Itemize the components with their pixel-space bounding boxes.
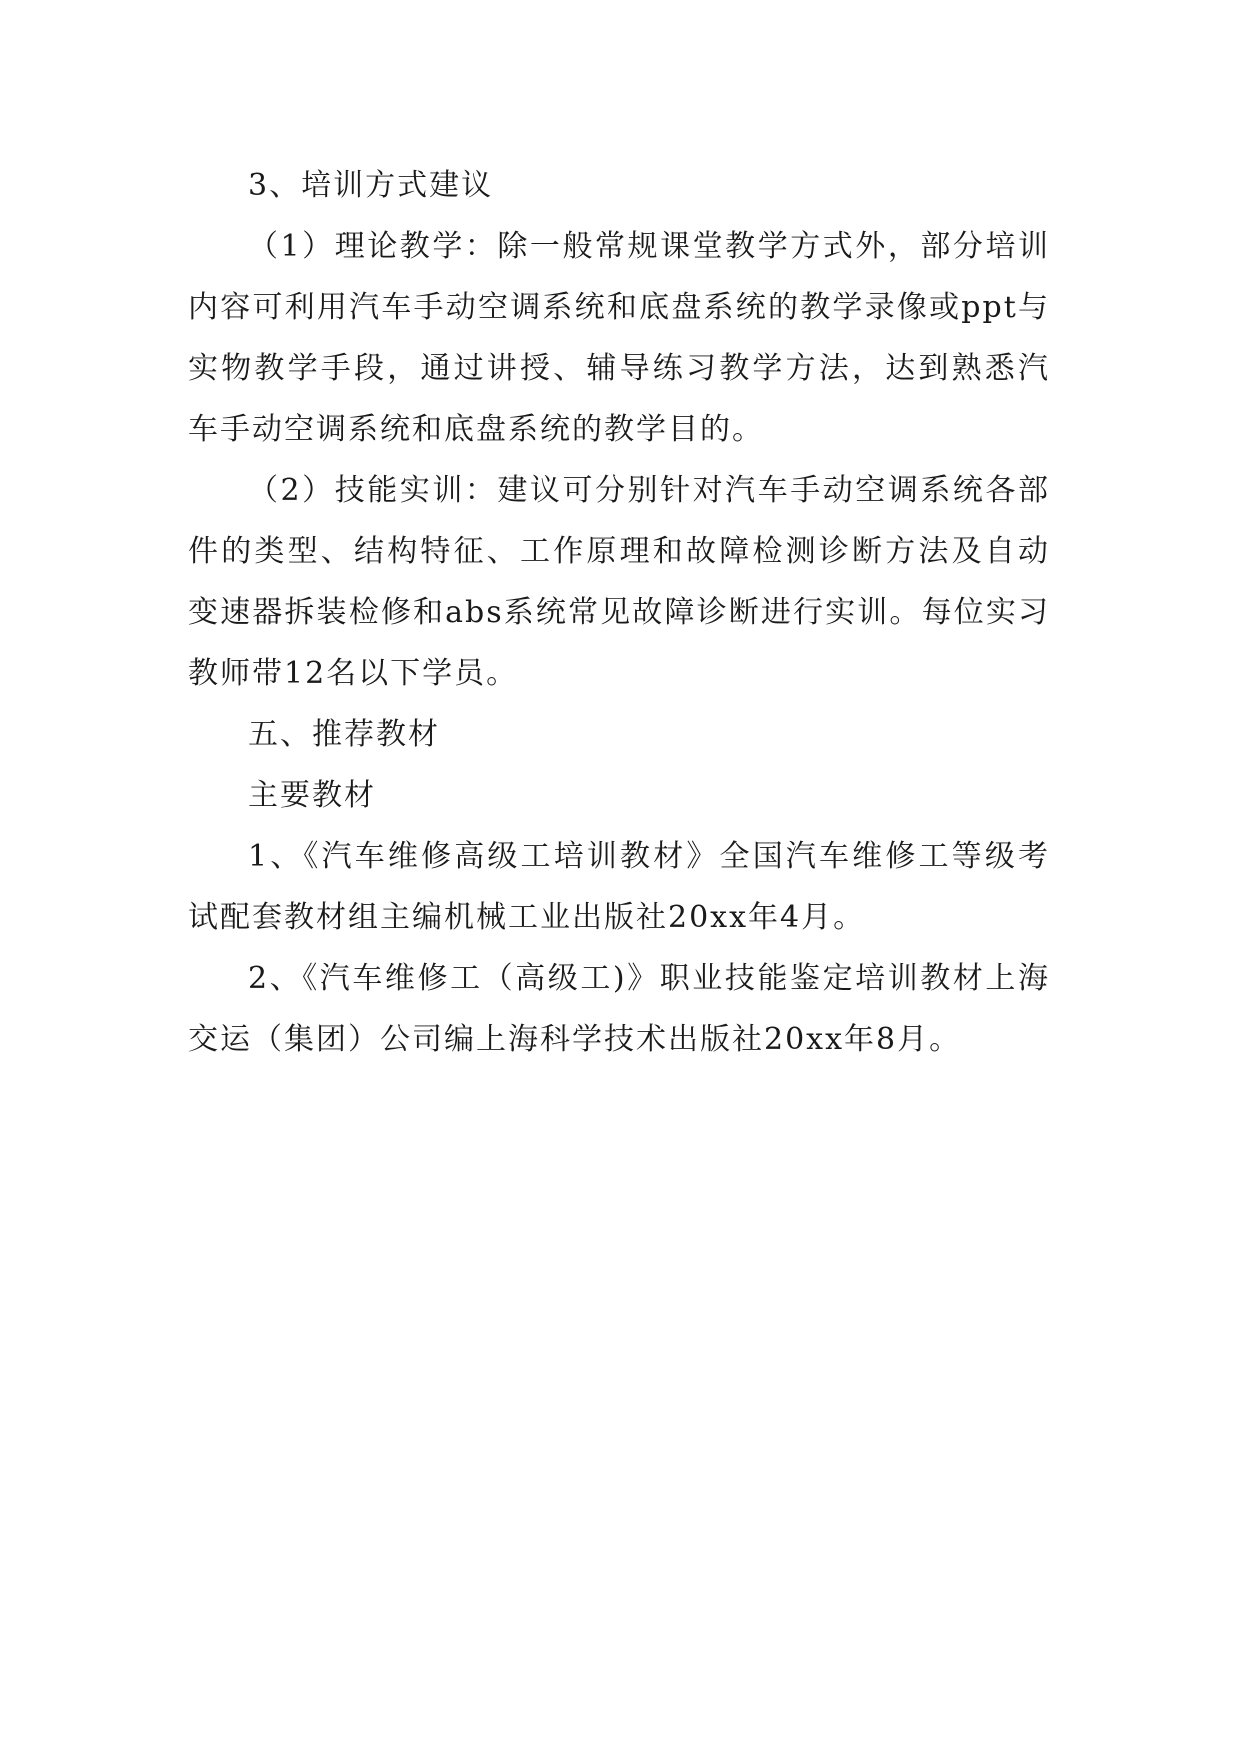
textbook-item-1: 1、《汽车维修高级工培训教材》全国汽车维修工等级考试配套教材组主编机械工业出版社20xx年4月。 bbox=[188, 839, 1050, 935]
section-heading-recommended-textbooks: 五、推荐教材 bbox=[248, 717, 440, 752]
document-body bbox=[188, 155, 1050, 1070]
paragraph-theory-teaching: （1）理论教学：除一般常规课堂教学方式外，部分培训内容可利用汽车手动空调系统和底盘系统的教学录像或ppt与实物教学手段，通过讲授、辅导练习教学方法，达到熟悉汽车手动空调系统和底盘系统的教学目的。 bbox=[188, 229, 1050, 447]
section-heading-training-methods: 3、培训方式建议 bbox=[248, 168, 494, 203]
textbook-item-2: 2、《汽车维修工（高级工)》职业技能鉴定培训教材上海交运（集团）公司编上海科学技术出版社20xx年8月。 bbox=[188, 961, 1050, 1057]
paragraph-skill-training: （2）技能实训：建议可分别针对汽车手动空调系统各部件的类型、结构特征、工作原理和故障检测诊断方法及自动变速器拆装检修和abs系统常见故障诊断进行实训。每位实习教师带12名以下学员。 bbox=[188, 473, 1050, 691]
subheading-main-textbooks: 主要教材 bbox=[248, 778, 376, 813]
